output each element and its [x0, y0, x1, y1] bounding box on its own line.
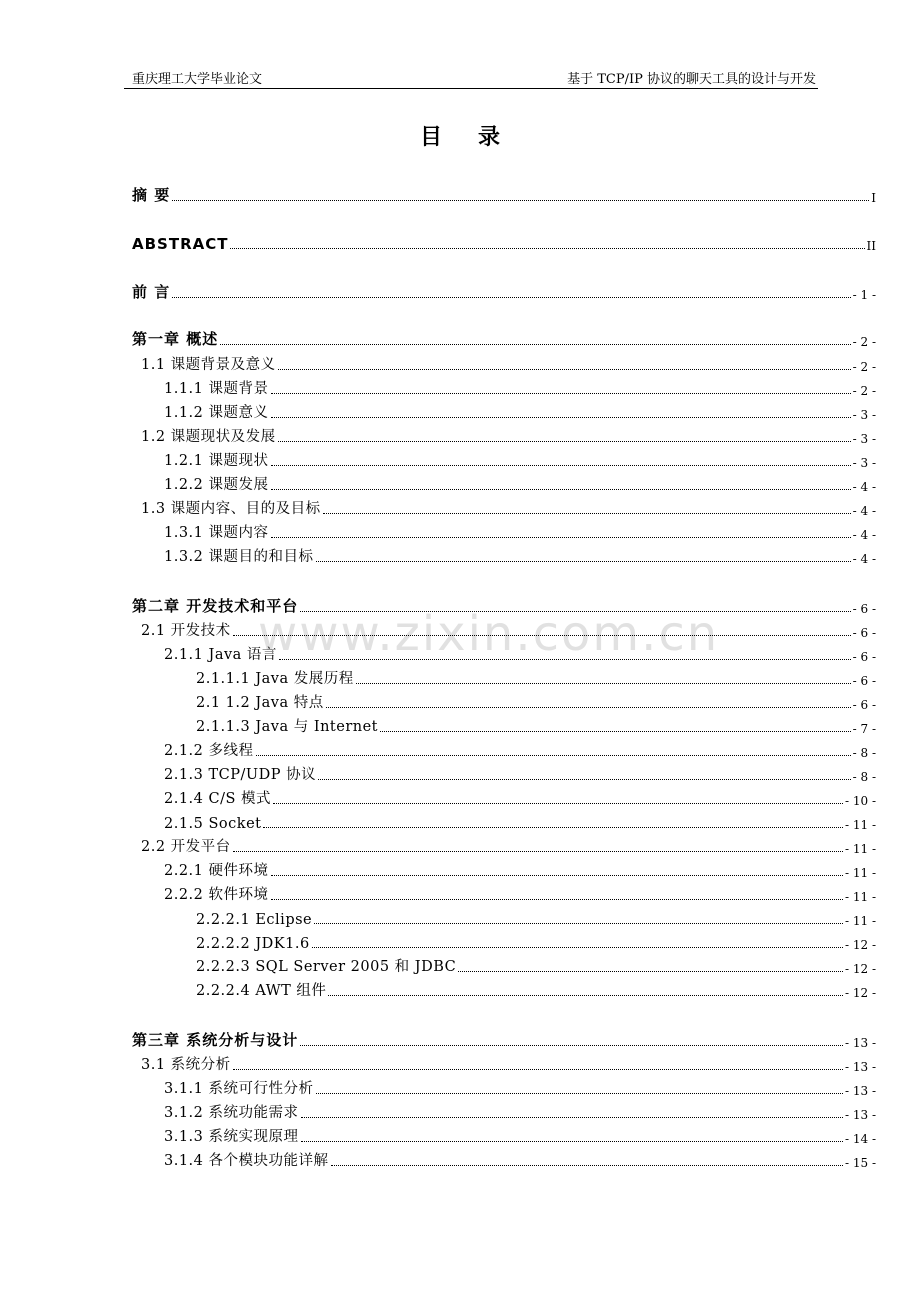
- toc-entry-label: 2.1.1.3 Java 与 Internet: [196, 719, 379, 735]
- dot-leader: [318, 779, 851, 780]
- dot-leader: [271, 417, 851, 418]
- dot-leader: [271, 899, 843, 900]
- toc-entry[interactable]: [164, 788, 876, 808]
- toc-entry[interactable]: [141, 1054, 876, 1074]
- dot-leader: [271, 393, 851, 394]
- dot-leader: [300, 1045, 843, 1046]
- toc-entry[interactable]: [132, 1030, 876, 1050]
- dot-leader: [172, 200, 869, 201]
- toc-entry-page: - 3 -: [852, 408, 876, 422]
- dot-leader: [301, 1141, 843, 1142]
- toc-entry-page: - 4 -: [852, 528, 876, 542]
- page-title: 目录: [419, 125, 536, 150]
- toc-entry[interactable]: [164, 1150, 876, 1170]
- toc-entry[interactable]: [164, 1102, 876, 1122]
- toc-entry-label: 1.3.1 课题内容: [164, 525, 269, 541]
- dot-leader: [301, 1117, 843, 1118]
- dot-leader: [279, 659, 851, 660]
- toc-entry-page: - 8 -: [852, 746, 876, 760]
- toc-entry[interactable]: [132, 233, 876, 253]
- dot-leader: [263, 827, 843, 828]
- dot-leader: [273, 803, 843, 804]
- toc-entry-label: 3.1.4 各个模块功能详解: [164, 1153, 329, 1169]
- toc-entry-page: - 12 -: [844, 986, 876, 1000]
- dot-leader: [458, 971, 843, 972]
- dot-leader: [271, 875, 843, 876]
- toc-entry[interactable]: [164, 1126, 876, 1146]
- dot-leader: [316, 1093, 843, 1094]
- toc-entry-page: I: [871, 191, 876, 205]
- toc-entry-label: 2.2.1 硬件环境: [164, 863, 269, 879]
- toc-entry-page: - 13 -: [844, 1060, 876, 1074]
- toc-entry[interactable]: [164, 740, 876, 760]
- toc-entry[interactable]: [132, 185, 876, 205]
- dot-leader: [380, 731, 851, 732]
- toc-entry-page: - 6 -: [852, 626, 876, 640]
- dot-leader: [230, 248, 864, 249]
- toc-entry-label: 1.1.1 课题背景: [164, 381, 269, 397]
- dot-leader: [256, 755, 851, 756]
- dot-leader: [323, 513, 851, 514]
- toc-entry-label: 2.1.3 TCP/UDP 协议: [164, 767, 317, 783]
- toc-entry-page: - 2 -: [852, 384, 876, 398]
- dot-leader: [271, 489, 851, 490]
- toc-entry-label: 摘 要: [132, 186, 171, 204]
- toc-entry[interactable]: [164, 546, 876, 566]
- toc-entry[interactable]: [141, 354, 876, 374]
- toc-entry-page: - 13 -: [844, 1036, 876, 1050]
- toc-entry-label: 2.1.1.1 Java 发展历程: [196, 671, 354, 687]
- toc-entry-label: 2.2.2.2 JDK1.6: [196, 936, 310, 952]
- toc-entry-label: 2.1.2 多线程: [164, 743, 254, 759]
- toc-entry-label: 2.1 1.2 Java 特点: [196, 695, 324, 711]
- toc-entry-label: 2.2.2 软件环境: [164, 887, 269, 903]
- dot-leader: [312, 947, 843, 948]
- toc-entry-page: - 11 -: [844, 866, 876, 880]
- toc-entry-label: 第一章 概述: [132, 330, 219, 348]
- toc-entry-page: - 13 -: [844, 1084, 876, 1098]
- dot-leader: [300, 611, 850, 612]
- toc-entry-page: - 4 -: [852, 552, 876, 566]
- toc-entry[interactable]: [164, 644, 876, 664]
- toc-entry[interactable]: [196, 932, 876, 952]
- dot-leader: [233, 1069, 843, 1070]
- toc-entry[interactable]: [164, 812, 876, 832]
- toc-entry-label: 2.2.2.1 Eclipse: [196, 912, 313, 928]
- toc-entry[interactable]: [164, 450, 876, 470]
- toc-entry-label: 1.3 课题内容、目的及目标: [141, 501, 321, 517]
- toc-entry[interactable]: [132, 596, 876, 616]
- dot-leader: [316, 561, 851, 562]
- dot-leader: [233, 851, 843, 852]
- toc-entry-page: - 11 -: [844, 914, 876, 928]
- toc-entry[interactable]: [141, 426, 876, 446]
- toc-entry[interactable]: [132, 329, 876, 349]
- dot-leader: [172, 297, 850, 298]
- toc-entry[interactable]: [164, 764, 876, 784]
- toc-entry-label: 2.1 开发技术: [141, 623, 231, 639]
- dot-leader: [328, 995, 843, 996]
- toc-entry-label: 2.1.5 Socket: [164, 816, 262, 832]
- toc-entry[interactable]: [164, 402, 876, 422]
- toc-entry-page: - 4 -: [852, 480, 876, 494]
- toc-entry-label: 1.1.2 课题意义: [164, 405, 269, 421]
- toc-entry-page: - 12 -: [844, 962, 876, 976]
- toc-entry-label: 1.1 课题背景及意义: [141, 357, 276, 373]
- toc-entry-page: - 4 -: [852, 504, 876, 518]
- toc-entry-page: - 1 -: [852, 288, 876, 302]
- dot-leader: [278, 441, 851, 442]
- toc-entry[interactable]: [196, 908, 876, 928]
- toc-entry[interactable]: [164, 522, 876, 542]
- toc-entry-page: - 12 -: [844, 938, 876, 952]
- toc-entry[interactable]: [164, 884, 876, 904]
- header-thesis-title: 基于 TCP/IP 协议的聊天工具的设计与开发: [567, 72, 816, 87]
- dot-leader: [314, 923, 843, 924]
- toc-entry-page: - 11 -: [844, 842, 876, 856]
- toc-entry[interactable]: [196, 668, 876, 688]
- dot-leader: [233, 635, 851, 636]
- toc-entry[interactable]: [196, 956, 876, 976]
- toc-entry-label: 1.2.1 课题现状: [164, 453, 269, 469]
- toc-entry-page: - 3 -: [852, 456, 876, 470]
- toc-entry[interactable]: [196, 716, 876, 736]
- toc-entry-page: - 11 -: [844, 890, 876, 904]
- toc-entry[interactable]: [141, 498, 876, 518]
- watermark: www.zixin.com.cn: [258, 606, 720, 662]
- toc-entry-page: - 6 -: [852, 674, 876, 688]
- toc-entry[interactable]: [164, 474, 876, 494]
- toc-entry-page: - 2 -: [852, 335, 876, 349]
- dot-leader: [220, 344, 850, 345]
- toc-entry[interactable]: [196, 980, 876, 1000]
- toc-entry-label: 2.1.1 Java 语言: [164, 647, 277, 663]
- dot-leader: [278, 369, 851, 370]
- toc-entry-label: 3.1 系统分析: [141, 1057, 231, 1073]
- toc-entry-label: 1.2.2 课题发展: [164, 477, 269, 493]
- toc-entry-page: - 11 -: [844, 818, 876, 832]
- toc-entry-label: 前 言: [132, 283, 171, 301]
- toc-entry-page: - 13 -: [844, 1108, 876, 1122]
- toc-entry-label: 3.1.1 系统可行性分析: [164, 1081, 314, 1097]
- toc-entry[interactable]: [164, 378, 876, 398]
- toc-entry-page: - 3 -: [852, 432, 876, 446]
- toc-entry-label: 2.2.2.4 AWT 组件: [196, 983, 327, 999]
- toc-entry[interactable]: [141, 620, 876, 640]
- toc-entry[interactable]: [164, 1078, 876, 1098]
- dot-leader: [356, 683, 851, 684]
- toc-entry-page: - 6 -: [852, 650, 876, 664]
- toc-entry-label: 1.3.2 课题目的和目标: [164, 549, 314, 565]
- toc-entry[interactable]: [164, 860, 876, 880]
- toc-entry-page: - 14 -: [844, 1132, 876, 1146]
- toc-entry-page: - 8 -: [852, 770, 876, 784]
- toc-entry-page: - 6 -: [852, 698, 876, 712]
- dot-leader: [271, 537, 851, 538]
- toc-entry-label: 3.1.2 系统功能需求: [164, 1105, 299, 1121]
- toc-entry-label: 第二章 开发技术和平台: [132, 597, 299, 615]
- toc-entry-label: 第三章 系统分析与设计: [132, 1031, 299, 1049]
- toc-entry-label: 3.1.3 系统实现原理: [164, 1129, 299, 1145]
- toc-entry-label: 2.2.2.3 SQL Server 2005 和 JDBC: [196, 959, 457, 975]
- toc-entry-page: - 6 -: [852, 602, 876, 616]
- toc-entry-page: - 10 -: [844, 794, 876, 808]
- header-school: 重庆理工大学毕业论文: [132, 72, 263, 87]
- toc-entry[interactable]: [196, 692, 876, 712]
- dot-leader: [331, 1165, 843, 1166]
- toc-entry-page: II: [866, 239, 876, 253]
- toc-entry-label: ABSTRACT: [132, 235, 229, 253]
- toc-entry-label: 1.2 课题现状及发展: [141, 429, 276, 445]
- toc-entry[interactable]: [132, 282, 876, 302]
- dot-leader: [326, 707, 851, 708]
- dot-leader: [271, 465, 851, 466]
- toc-entry-label: 2.1.4 C/S 模式: [164, 791, 272, 807]
- toc-entry[interactable]: [141, 836, 876, 856]
- toc-entry-label: 2.2 开发平台: [141, 839, 231, 855]
- toc-entry-page: - 7 -: [852, 722, 876, 736]
- toc-entry-page: - 2 -: [852, 360, 876, 374]
- toc-entry-page: - 15 -: [844, 1156, 876, 1170]
